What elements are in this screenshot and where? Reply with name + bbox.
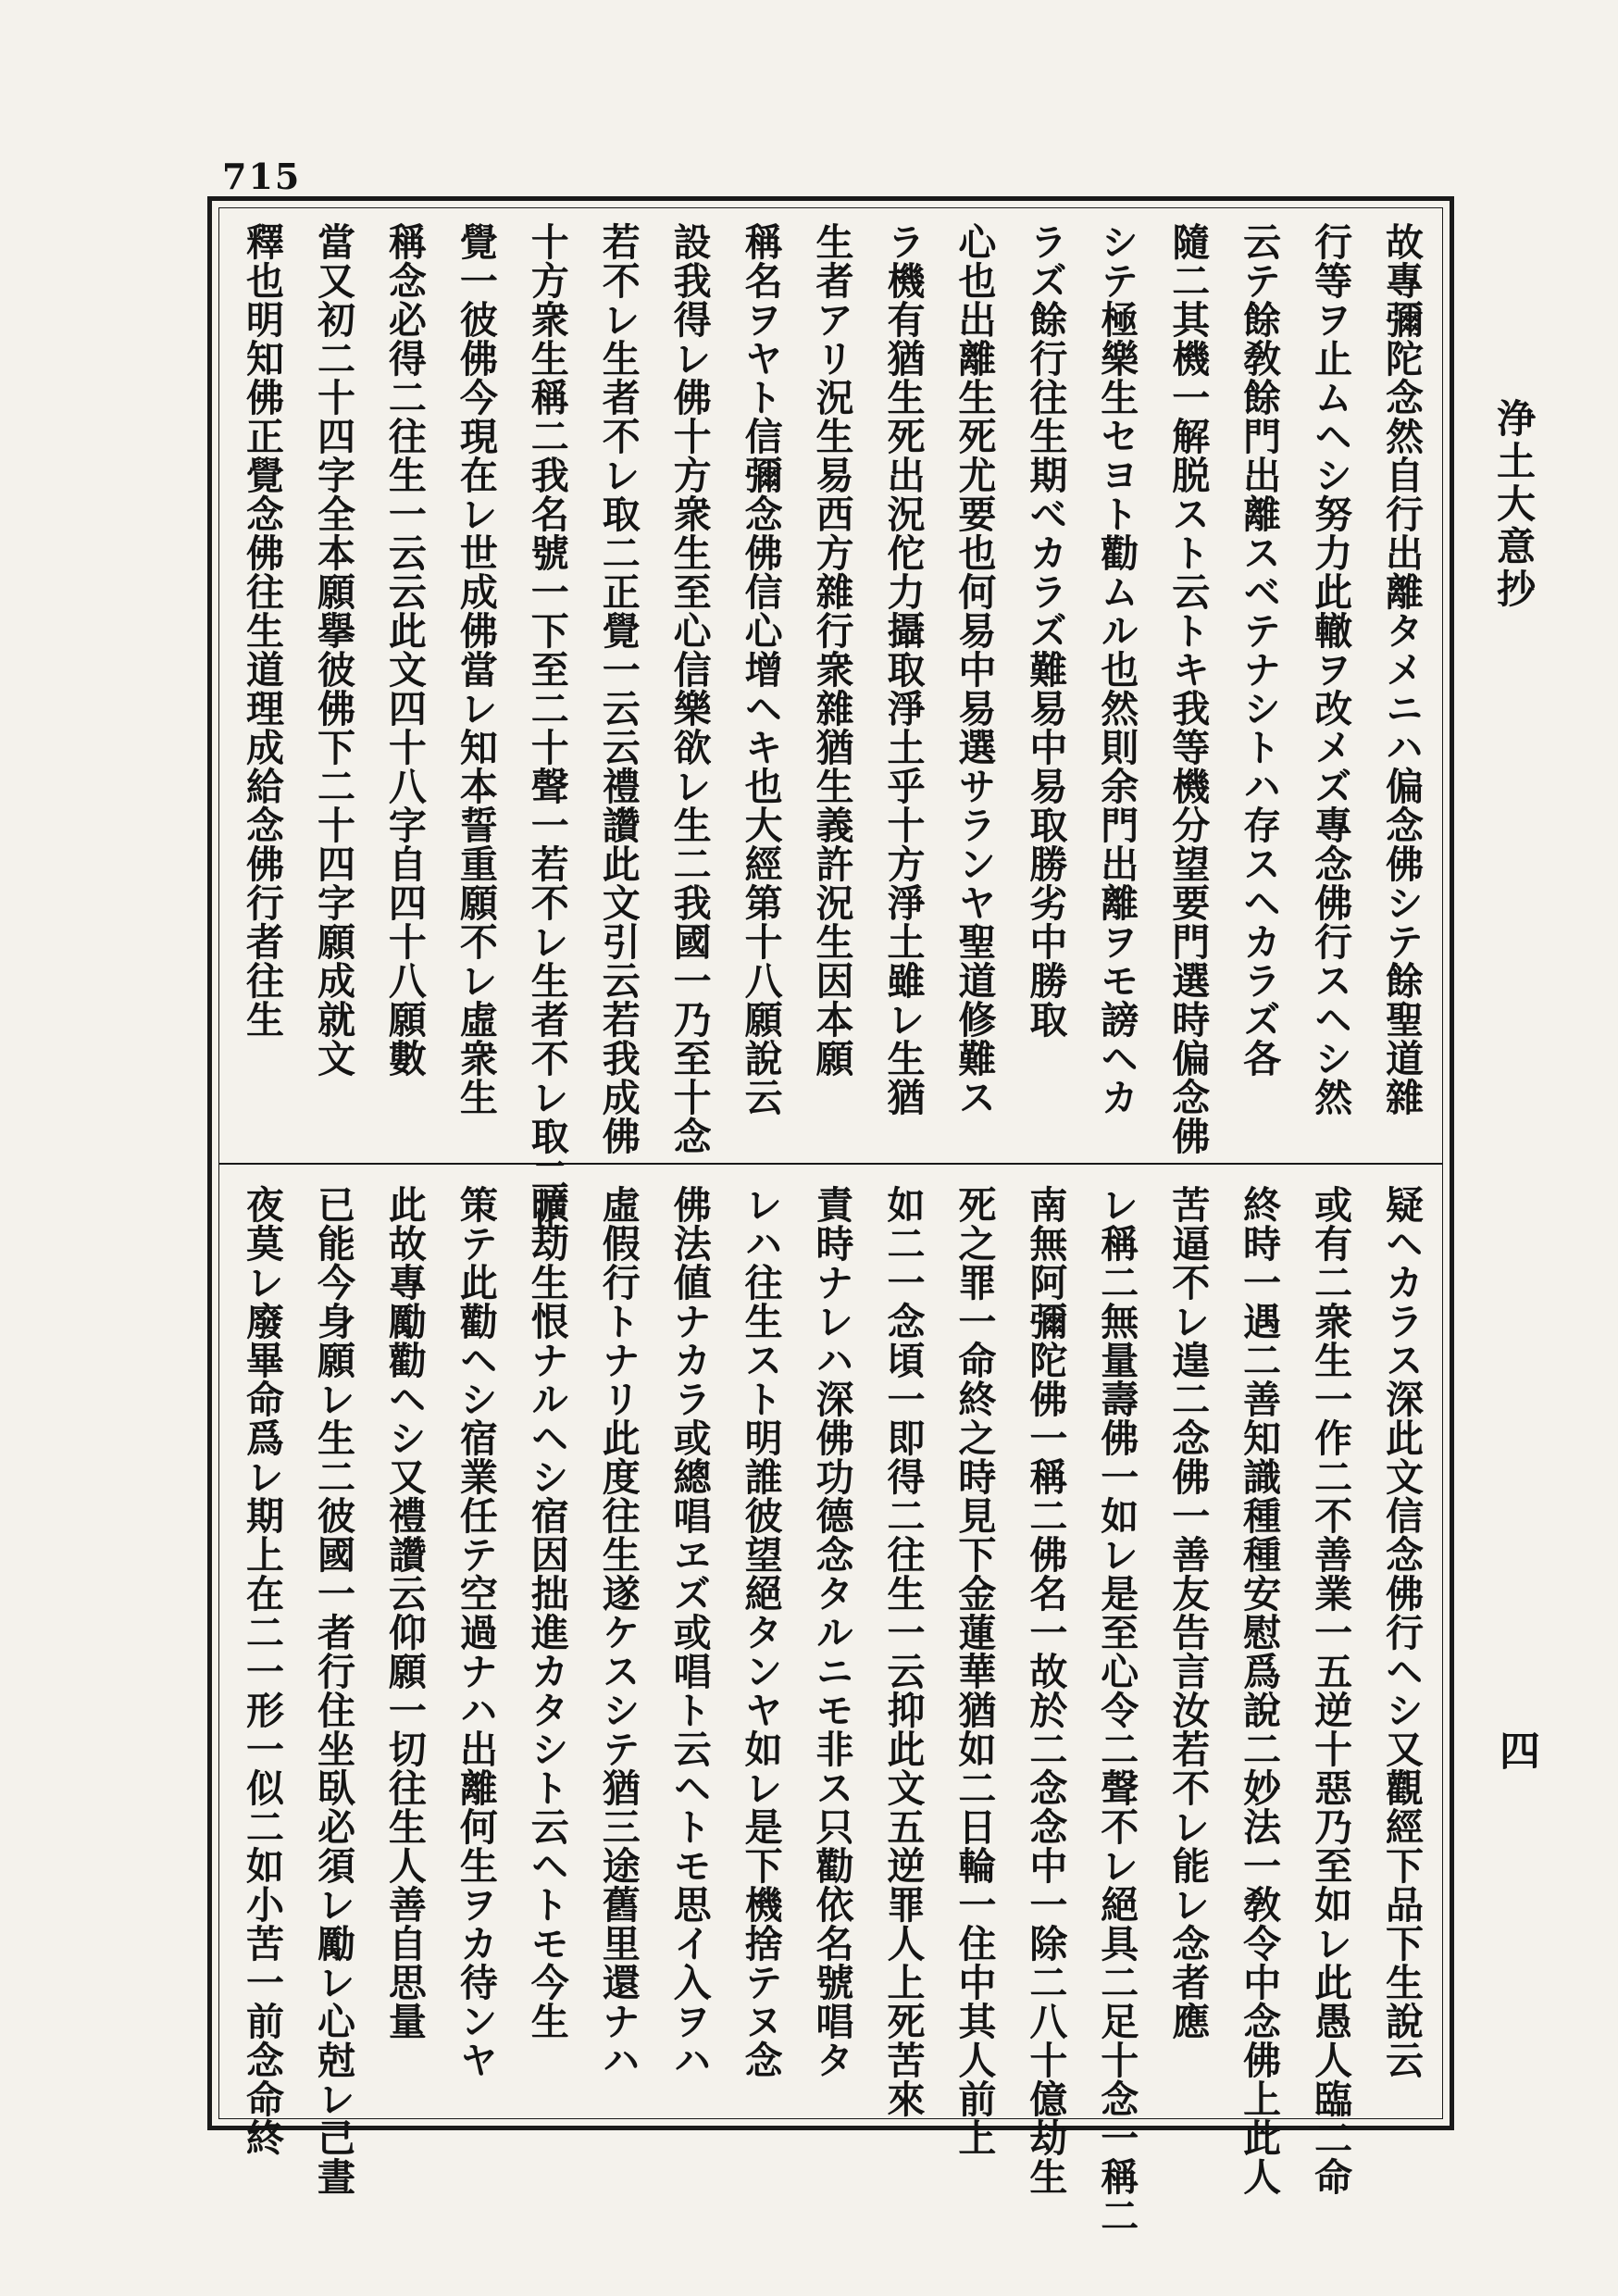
text-column: 虛假行トナリ此度往生遂ケスシテ猶三途舊里還ナハ [595,1185,641,2079]
text-column: 若不レ生者不レ取二正覺一云云禮讚此文引云若我成佛 [595,222,641,1155]
text-column: 責時ナレハ深佛功德念タルニモ非ス只勸依名號唱タ [809,1185,854,2079]
text-column: 已能今身願レ生二彼國一者行住坐臥必須レ勵レ心尅レ己晝 [310,1185,355,2196]
upper-text-block [240,222,1424,1233]
text-column: 設我得レ佛十方衆生至心信樂欲レ生二我國一乃至十念 [666,222,712,1155]
text-column: 釋也明知佛正覺念佛往生道理成給念佛行者往生 [240,222,284,1039]
text-column: 南無阿彌陀佛一稱二佛名一故於二念念中一除二八十億劫生 [1023,1185,1068,2196]
text-column: 終時一遇二善知識種種安慰爲說二妙法一敎令中念佛上此人 [1237,1185,1282,2196]
section-divider [218,1163,1443,1165]
text-column: レ稱二無量壽佛一如レ是至心令二聲不レ絕具二足十念一稱二 [1094,1185,1139,2235]
text-column: 行等ヲ止ムヘシ努力此轍ヲ改メズ專念佛行スヘシ然 [1308,222,1353,1117]
text-column: 死之罪一命終之時見下金蓮華猶如二日輪一住中其人前上 [952,1185,997,2157]
text-column: 心也出離生死尤要也何易中易選サランヤ聖道修難ス [952,222,997,1117]
text-column: ラ機有猶生死出況佗力攝取淨土乎十方淨土雖レ生猶 [880,222,926,1117]
text-column: 或有二衆生一作二不善業一五逆十惡乃至如レ此愚人臨二命 [1308,1185,1353,2196]
text-column: 稱名ヲヤト信彌念佛信心增ヘキ也大經第十八願說云 [738,222,783,1117]
text-column: 當又初二十四字全本願擧彼佛下二十四字願成就文 [310,222,355,1078]
text-column: 隨二其機一解脱スト云トキ我等機分望要門選時偏念佛 [1165,222,1211,1155]
running-title: 浄土大意抄 [1491,398,1537,611]
text-column: 生者アリ況生易西方雜行衆雜猶生義許況生因本願 [809,222,854,1078]
text-column: 此故專勵勸ヘシ又禮讚云仰願一切往生人善自思量 [381,1185,427,2040]
text-column: 覺一彼佛今現在レ世成佛當レ知本誓重願不レ虛衆生 [453,222,498,1117]
text-column: 苦逼不レ遑二念佛一善友告言汝若不レ能レ念者應 [1165,1185,1211,2040]
page-number: 715 [222,156,302,197]
section-number: 四 [1492,1729,1539,1770]
text-column: 如二一念頃一即得二往生一云抑此文五逆罪人上死苦來 [880,1185,926,2118]
text-column: 稱念必得二往生一云云此文四十八字自四十八願數 [381,222,427,1078]
text-column: 疑ヘカラス深此文信念佛行ヘシ又觀經下品下生說云 [1379,1185,1424,2079]
text-column: シテ極樂生セヨト勸ムル也然則余門出離ヲモ謗ヘカ [1094,222,1139,1117]
text-column: ラズ餘行往生期べカラズ難易中易取勝劣中勝取 [1023,222,1068,1039]
text-column: 十方衆生稱二我名號一下至二十聲一若不レ生者不レ取二正 [524,222,569,1233]
text-column: 策テ此勸ヘシ宿業任テ空過ナハ出離何生ヲカ待ンヤ [453,1185,498,2079]
text-column: 故專彌陀念然自行出離タメニハ偏念佛シテ餘聖道雜 [1379,222,1424,1117]
text-column: 云テ餘敎餘門出離スベテナシトハ存スヘカラズ各 [1237,222,1282,1078]
text-column: 夜莫レ廢畢命爲レ期上在二一形一似二如小苦一前念命終 [240,1185,284,2157]
text-column: 曠劫生恨ナルヘシ宿因拙進カタシト云ヘトモ今生 [524,1185,569,2040]
lower-text-block [240,1185,1424,2235]
text-column: 佛法値ナカラ或總唱ヱズ或唱ト云ヘトモ思イ入ヲハ [666,1185,712,2079]
text-column: レハ往生スト明誰彼望絕タンヤ如レ是下機捨テヌ念 [738,1185,783,2079]
